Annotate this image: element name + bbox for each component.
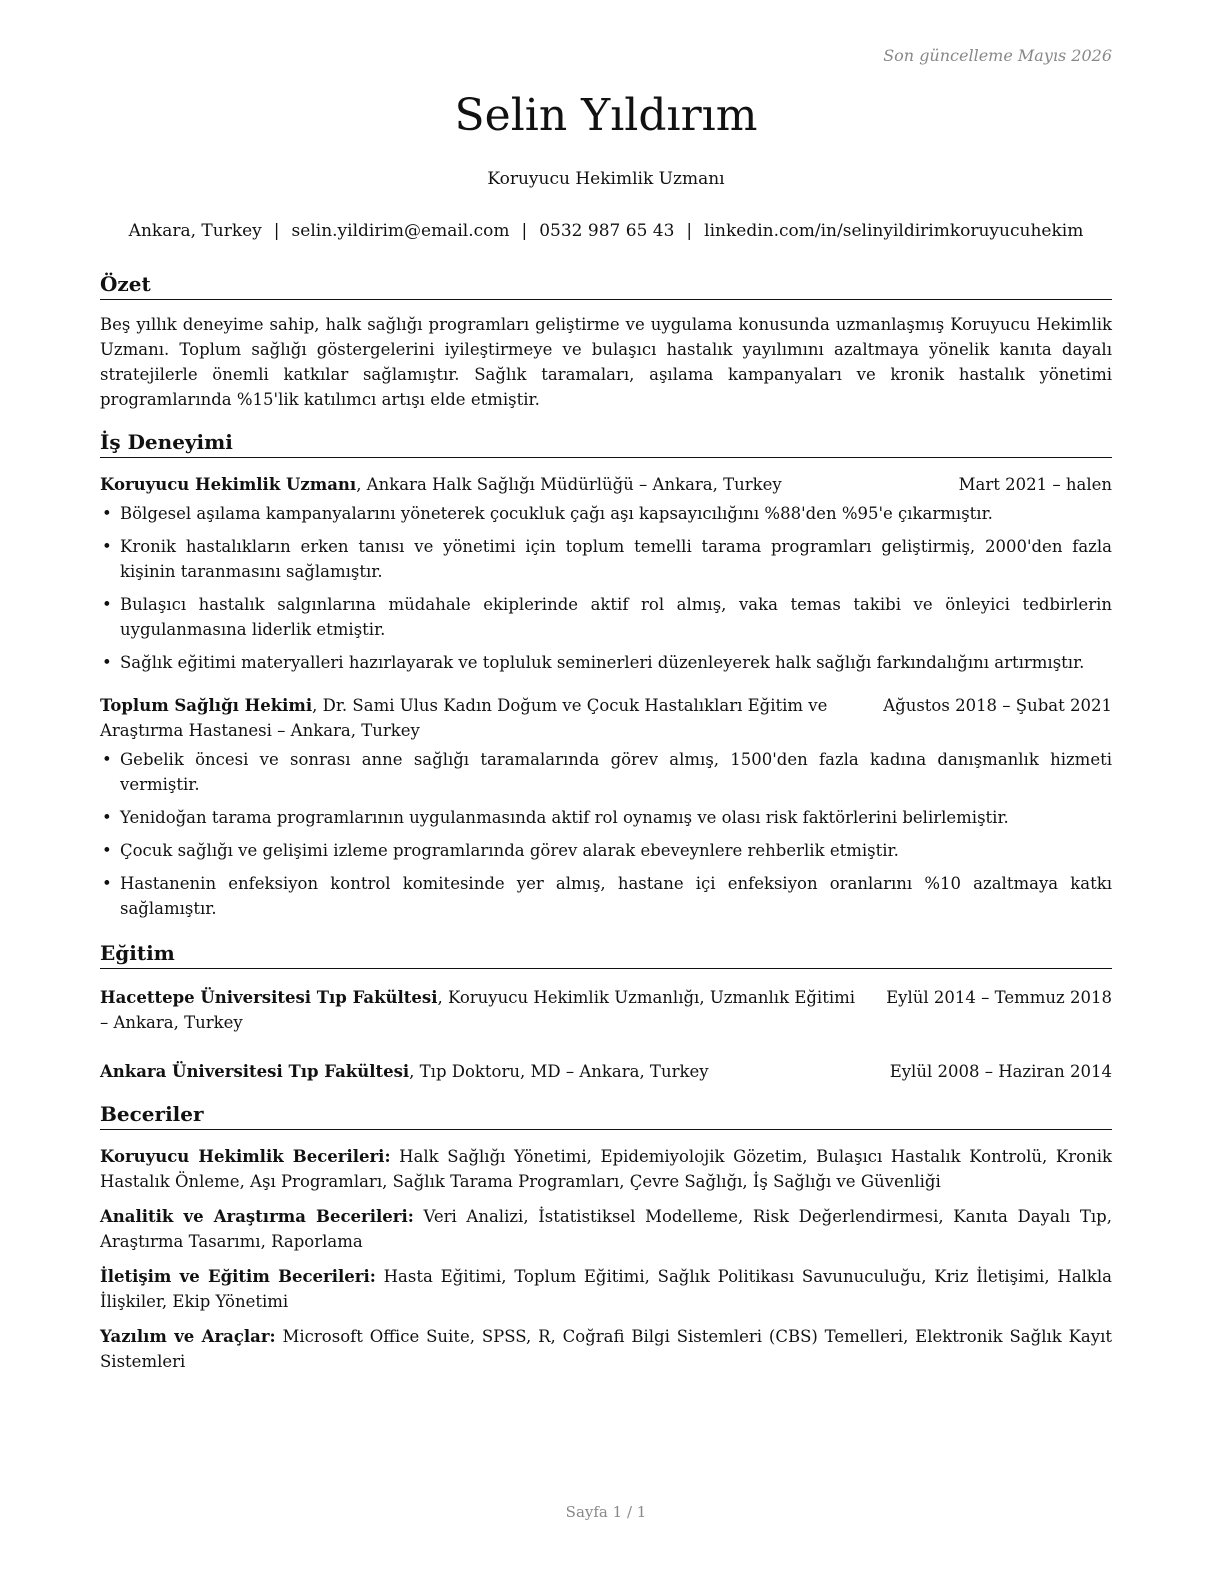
skill-group — [100, 1204, 1112, 1254]
section-title-experience: İş Deneyimi — [100, 428, 1112, 458]
list-item — [100, 871, 1112, 921]
list-item — [100, 534, 1112, 584]
contact-separator: | — [273, 221, 280, 241]
experience-section — [100, 428, 1112, 921]
bullet-text: Hastanenin enfeksiyon kontrol komitesinde yer almış, hastane içi enfeksiyon oranlarını %10 azaltmaya katkı sağlamıştır. — [120, 874, 1112, 918]
contact-location: Ankara, Turkey — [128, 221, 262, 241]
resume-content — [100, 270, 1112, 1374]
education-school: Ankara Üniversitesi Tıp Fakültesi — [100, 1062, 410, 1081]
list-item — [100, 805, 1112, 830]
skill-group-value: Veri Analizi, İstatistiksel Modelleme, Risk Değerlendirmesi, Kanıta Dayalı Tıp, Araştırma Tasarımı, Raporlama — [100, 1207, 1112, 1251]
job-role: Koruyucu Hekimlik Uzmanı — [100, 475, 357, 494]
section-title-skills: Beceriler — [100, 1100, 1112, 1130]
bullet-marker: • — [102, 595, 112, 614]
list-item — [100, 747, 1112, 797]
job-dates: Ağustos 2018 – Şubat 2021 — [883, 696, 1112, 715]
skill-group-value: Halk Sağlığı Yönetimi, Epidemiyolojik Gözetim, Bulaşıcı Hastalık Kontrolü, Kronik Hastalık Önleme, Aşı Programları, Sağlık Tarama Programları, Çevre Sağlığı, İş Sağlığı ve Güvenliği — [100, 1147, 1112, 1191]
skill-group — [100, 1144, 1112, 1194]
skill-group — [100, 1264, 1112, 1314]
section-title-summary: Özet — [100, 270, 1112, 300]
page-indicator: Sayfa 1 / 1 — [565, 1503, 647, 1521]
job-role: Toplum Sağlığı Hekimi — [100, 696, 313, 715]
skill-group-value: Hasta Eğitimi, Toplum Eğitimi, Sağlık Politikası Savunuculuğu, Kriz İletişimi, Halkla İlişkiler, Ekip Yönetimi — [100, 1267, 1112, 1311]
bullet-text: Sağlık eğitimi materyalleri hazırlayarak ve topluluk seminerleri düzenleyerek halk sağlığı farkındalığını artırmıştır. — [120, 653, 1085, 672]
education-dates: Eylül 2008 – Haziran 2014 — [889, 1062, 1112, 1081]
skill-group-label: İletişim ve Eğitim Becerileri: — [100, 1267, 376, 1286]
job-entry — [100, 472, 1112, 675]
last-updated: Son güncelleme Mayıs 2026 — [883, 46, 1112, 65]
skills-section — [100, 1100, 1112, 1374]
education-entry — [100, 985, 1112, 1035]
skill-group-label: Analitik ve Araştırma Becerileri: — [100, 1207, 414, 1226]
skill-group-value: Microsoft Office Suite, SPSS, R, Coğrafi Bilgi Sistemleri (CBS) Temelleri, Elektronik Sağlık Kayıt Sistemleri — [100, 1327, 1113, 1371]
job-entry — [100, 693, 1112, 921]
bullet-marker: • — [102, 808, 112, 827]
job-bullets — [100, 747, 1112, 921]
bullet-text: Yenidoğan tarama programlarının uygulanmasında aktif rol oynamış ve olası risk faktörlerini belirlemiştir. — [120, 808, 1009, 827]
bullet-text: Bölgesel aşılama kampanyalarını yöneterek çocukluk çağı aşı kapsayıcılığını %88'den %95'e çıkarmıştır. — [120, 504, 993, 523]
list-item — [100, 592, 1112, 642]
bullet-marker: • — [102, 537, 112, 556]
contact-phone: 0532 987 65 43 — [539, 221, 675, 241]
candidate-headline: Koruyucu Hekimlik Uzmanı — [487, 169, 725, 189]
education-detail: , Tıp Doktoru, MD – Ankara, Turkey — [409, 1062, 709, 1081]
skill-group-label: Yazılım ve Araçlar: — [100, 1327, 276, 1346]
skill-group — [100, 1324, 1112, 1374]
skill-group-label: Koruyucu Hekimlik Becerileri: — [100, 1147, 391, 1166]
contact-separator: | — [521, 221, 528, 241]
bullet-marker: • — [102, 841, 112, 860]
contact-separator: | — [686, 221, 693, 241]
contact-line — [90, 218, 1122, 244]
list-item — [100, 838, 1112, 863]
education-school: Hacettepe Üniversitesi Tıp Fakültesi — [100, 988, 438, 1007]
education-entry — [100, 1059, 1112, 1084]
section-title-education: Eğitim — [100, 939, 1112, 969]
job-org: , Ankara Halk Sağlığı Müdürlüğü – Ankara, Turkey — [356, 475, 782, 494]
job-header — [100, 472, 1112, 497]
bullet-marker: • — [102, 874, 112, 893]
bullet-text: Çocuk sağlığı ve gelişimi izleme programlarında görev alarak ebeveynlere rehberlik etmiştir. — [120, 841, 899, 860]
bullet-text: Gebelik öncesi ve sonrası anne sağlığı taramalarında görev almış, 1500'den fazla kadına danışmanlık hizmeti vermiştir. — [120, 750, 1112, 794]
bullet-text: Kronik hastalıkların erken tanısı ve yönetimi için toplum temelli tarama programları geliştirmiş, 2000'den fazla kişinin taranmasını sağlamıştır. — [120, 537, 1112, 581]
contact-email[interactable]: selin.yildirim@email.com — [291, 221, 510, 241]
job-org: , Dr. Sami Ulus Kadın Doğum ve Çocuk Hastalıkları Eğitim ve Araştırma Hastanesi – Ankara, Turkey — [100, 696, 828, 740]
contact-linkedin[interactable]: linkedin.com/in/selinyildirimkoruyucuhekim — [704, 221, 1084, 241]
education-section — [100, 939, 1112, 1084]
bullet-marker: • — [102, 653, 112, 672]
education-dates: Eylül 2014 – Temmuz 2018 — [886, 988, 1112, 1007]
education-detail: , Koruyucu Hekimlik Uzmanlığı, Uzmanlık Eğitimi – Ankara, Turkey — [100, 988, 856, 1032]
candidate-name: Selin Yıldırım — [454, 90, 758, 141]
bullet-marker: • — [102, 504, 112, 523]
summary-text: Beş yıllık deneyime sahip, halk sağlığı programları geliştirme ve uygulama konusunda uzmanlaşmış Koruyucu Hekimlik Uzmanı. Toplum sağlığı göstergelerini iyileştirmeye ve bulaşıcı hastalık yayılımını azaltmaya yönelik kanıta dayalı stratejilerle önemli katkılar sağlamıştır. Sağlık taramaları, aşılama kampanyaları ve kronik hastalık yönetimi programlarında %15'lik katılımcı artışı elde etmiştir. — [100, 315, 1112, 409]
job-bullets — [100, 501, 1112, 675]
summary-section — [100, 270, 1112, 412]
resume-page — [100, 0, 1112, 1584]
bullet-marker: • — [102, 750, 112, 769]
list-item — [100, 501, 1112, 526]
bullet-text: Bulaşıcı hastalık salgınlarına müdahale ekiplerinde aktif rol almış, vaka temas takibi ve önleyici tedbirlerin uygulanmasına liderlik etmiştir. — [120, 595, 1112, 639]
job-header — [100, 693, 1112, 743]
list-item — [100, 650, 1112, 675]
job-dates: Mart 2021 – halen — [958, 475, 1112, 494]
